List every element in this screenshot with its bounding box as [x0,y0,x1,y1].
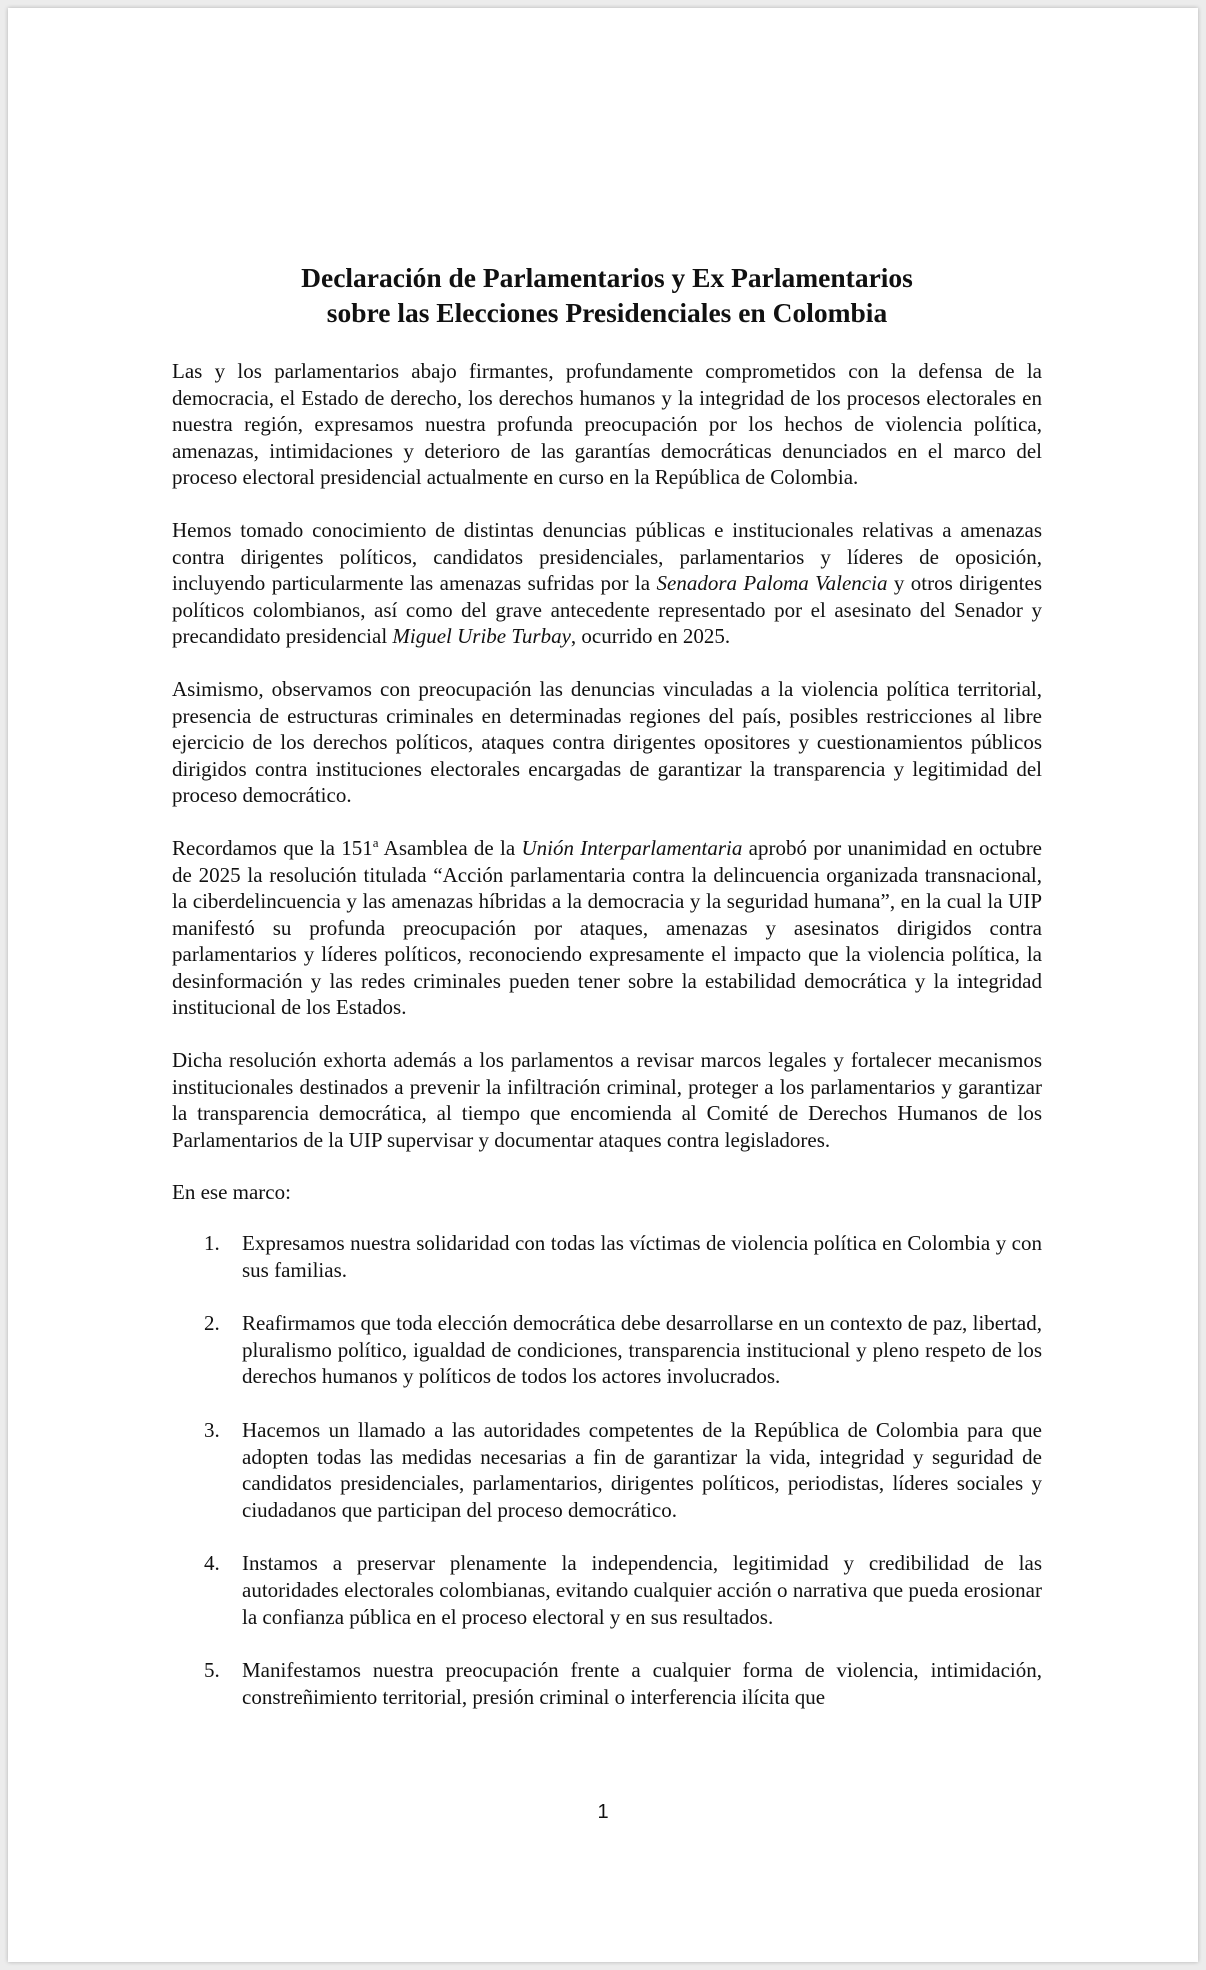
paragraph-2-text-c: y otros dirigentes políticos colombianos, así como del grave antecedente representado por el asesinato del Senador y precandidato presidencial [172,571,1042,649]
paragraph-2-text-e: , ocurrido en 2025. [570,624,731,649]
paragraph-2-name-uribe: Miguel Uribe Turbay [392,624,571,649]
document-page [8,8,1198,1962]
paragraph-4-uip-name: Unión Interparlamentaria [521,835,743,860]
list-item-text: Reafirmamos que toda elección democrática debe desarrollarse en un contexto de paz, libertad, pluralismo político, igualdad de condiciones, transparencia institucional y pleno respeto de los derechos humanos y políticos de todos los actores involucrados. [242,1311,1042,1389]
paragraph-4-superscript: a [372,834,379,850]
numbered-list [172,1230,1042,1710]
paragraph-2-name-valencia: Senadora Paloma Valencia [656,571,888,596]
list-item-number: 4. [204,1551,220,1576]
list-item-number: 1. [204,1231,220,1256]
list-item [172,1230,1042,1283]
page-number: 1 [597,1801,609,1823]
list-item [172,1310,1042,1390]
paragraph-3: Asimismo, observamos con preocupación las denuncias vinculadas a la violencia política territorial, presencia de estructuras criminales en determinadas regiones del país, posibles restricciones al libre ejercicio de los derechos políticos, ataques contra dirigentes opositores y cuestionamientos públicos dirigidos contra instituciones electorales encargadas de garantizar la transparencia y legitimidad del proceso democrático. [172,676,1042,808]
list-item-number: 2. [204,1311,220,1336]
paragraph-4-text-b: Asamblea de la [378,835,522,860]
paragraph-4 [172,835,1042,1021]
list-item [172,1657,1042,1710]
paragraph-6: En ese marco: [172,1180,291,1205]
title-line-1: Declaración de Parlamentarios y Ex Parlamentarios [301,262,913,293]
paragraph-5: Dicha resolución exhorta además a los parlamentos a revisar marcos legales y fortalecer mecanismos institucionales destinados a prevenir la infiltración criminal, proteger a los parlamentarios y garantizar la transparencia democrática, al tiempo que encomienda al Comité de Derechos Humanos de los Parlamentarios de la UIP supervisar y documentar ataques contra legisladores. [172,1048,1042,1152]
list-item-text: Hacemos un llamado a las autoridades competentes de la República de Colombia para que adopten todas las medidas necesarias a fin de garantizar la vida, integridad y seguridad de candidatos presidenciales, parlamentarios, dirigentes políticos, periodistas, líderes sociales y ciudadanos que participan del proceso democrático. [242,1418,1042,1522]
list-item [172,1417,1042,1523]
paragraph-2-text-a: Hemos tomado conocimiento de distintas denuncias públicas e institucionales relativas a amenazas contra dirigentes políticos, candidatos presidenciales, parlamentarios y líderes de oposición, incluyendo particularmente las amenazas sufridas por la [172,517,1042,596]
list-item-text: Instamos a preservar plenamente la independencia, legitimidad y credibilidad de las autoridades electorales colombianas, evitando cualquier acción o narrativa que pueda erosionar la confianza pública en el proceso electoral y en sus resultados. [242,1551,1042,1629]
document-body [172,260,1042,1737]
paragraph-4-text-a: Recordamos que la 151 [172,835,373,860]
paragraph-2 [172,517,1042,650]
title-line-2: sobre las Elecciones Presidenciales en Colombia [326,297,888,328]
paragraph-1: Las y los parlamentarios abajo firmantes, profundamente comprometidos con la defensa de la democracia, el Estado de derecho, los derechos humanos y la integridad de los procesos electorales en nuestra región, expresamos nuestra profunda preocupación por los hechos de violencia política, amenazas, intimidaciones y deterioro de las garantías democráticas denunciados en el marco del proceso electoral presidencial actualmente en curso en la República de Colombia. [172,359,1042,490]
list-item-number: 3. [204,1418,220,1442]
list-item-text: Expresamos nuestra solidaridad con todas las víctimas de violencia política en Colombia y con sus familias. [242,1231,1042,1282]
list-item-number: 5. [204,1658,220,1683]
paragraph-4-text-d: aprobó por unanimidad en octubre de 2025 la resolución titulada “Acción parlamentaria contra la delincuencia organizada transnacional, la ciberdelincuencia y las amenazas híbridas a la democracia y la seguridad humana”, en la cual la UIP manifestó su profunda preocupación por ataques, amenazas y asesinatos dirigidos contra parlamentarios y líderes políticos, reconociendo expresamente el impacto que la violencia política, la desinformación y las redes criminales pueden tener sobre la estabilidad democrática y la integridad institucional de los Estados. [172,835,1043,1020]
list-item [172,1550,1042,1630]
document-title [172,260,1042,330]
list-item-text: Manifestamos nuestra preocupación frente a cualquier forma de violencia, intimidación, constreñimiento territorial, presión criminal o interferencia ilícita que [242,1658,1042,1709]
